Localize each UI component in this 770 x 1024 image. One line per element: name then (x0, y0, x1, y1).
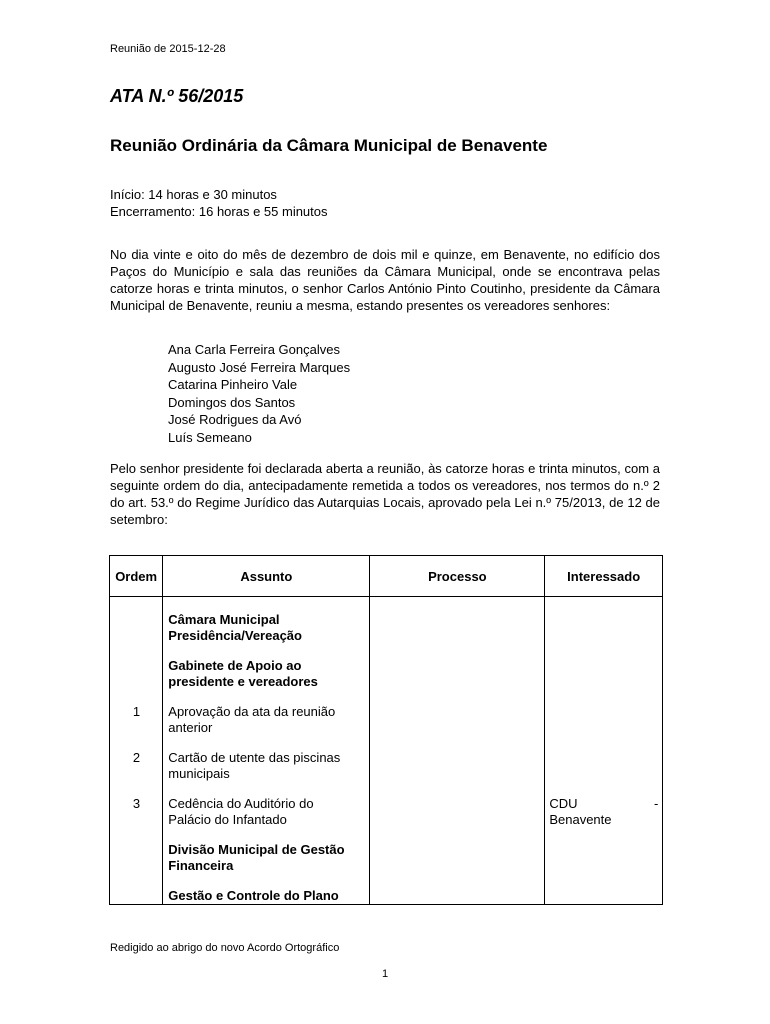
agenda-body-row (110, 597, 663, 905)
interessado-value: CDU - Benavente (549, 796, 659, 827)
page-number: 1 (381, 968, 389, 980)
section-heading: Gestão e Controle do Plano (168, 888, 339, 903)
member-item: Augusto José Ferreira Marques (168, 359, 351, 375)
assunto-column (163, 597, 370, 905)
end-time: Encerramento: 16 horas e 55 minutos (110, 204, 328, 219)
interessado-column (545, 597, 663, 905)
agenda-item-subject: Cartão de utente das piscinas municipais (168, 750, 341, 781)
footer-note: Redigido ao abrigo do novo Acordo Ortográfico (110, 942, 340, 954)
header-assunto: Assunto (163, 556, 370, 597)
member-item: José Rodrigues da Avó (168, 412, 302, 428)
item-number: 1 (132, 704, 141, 719)
members-list (168, 341, 350, 447)
meeting-subtitle: Reunião Ordinária da Câmara Municipal de Benavente (110, 136, 548, 155)
item-number: 3 (132, 796, 141, 811)
header-processo: Processo (370, 556, 545, 597)
agenda-intro-paragraph: Pelo senhor presidente foi declarada aberta a reunião, às catorze horas e trinta minutos, com a seguinte ordem do dia, antecipadamente remetida a todos os vereadores, nos termos do n.º 2 do art. 53.º do Regime Jurídico das Autarquias Locais, aprovado pela Lei n.º 75/2013, de 12 de setembro: (110, 461, 660, 527)
meeting-times (110, 186, 328, 220)
section-heading: Câmara Municipal Presidência/Vereação (168, 612, 302, 643)
processo-column (370, 597, 545, 905)
opening-paragraph: No dia vinte e oito do mês de dezembro de dois mil e quinze, em Benavente, no edifício dos Paços do Município e sala das reuniões da Câmara Municipal, onde se encontrava pelas catorze horas e trinta minutos, o senhor Carlos António Pinto Coutinho, presidente da Câmara Municipal de Benavente, reuniu a mesma, estando presentes os vereadores senhores: (110, 247, 660, 313)
start-time: Início: 14 horas e 30 minutos (110, 187, 277, 202)
ordem-column (110, 597, 163, 905)
member-item: Ana Carla Ferreira Gonçalves (168, 342, 340, 357)
agenda-header-row (110, 556, 663, 597)
header-ordem: Ordem (110, 556, 163, 597)
item-number: 2 (132, 750, 141, 765)
running-header-date: Reunião de 2015-12-28 (110, 43, 226, 55)
section-heading: Gabinete de Apoio ao presidente e vereadores (168, 658, 318, 689)
member-item: Luís Semeano (168, 429, 252, 445)
ata-title: ATA N.º 56/2015 (110, 86, 244, 106)
member-item: Domingos dos Santos (168, 394, 296, 410)
header-interessado: Interessado (545, 556, 663, 597)
agenda-item-subject: Aprovação da ata da reunião anterior (168, 704, 336, 735)
agenda-table (109, 555, 663, 905)
member-item: Catarina Pinheiro Vale (168, 377, 298, 393)
section-heading: Divisão Municipal de Gestão Financeira (168, 842, 345, 873)
agenda-item-subject: Cedência do Auditório do Palácio do Infantado (168, 796, 314, 827)
